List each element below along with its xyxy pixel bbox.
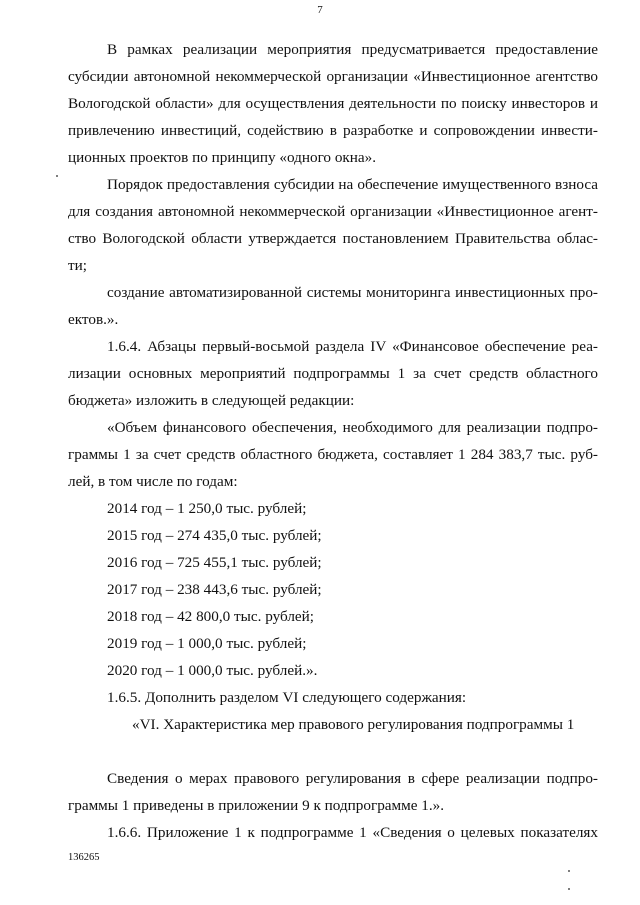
text-line: ти; (68, 257, 87, 274)
text-line: создание автоматизированной системы мониторинга инвестиционных про- (107, 284, 598, 301)
text-line: 1.6.4. Абзацы первый-восьмой раздела IV «Финансовое обеспечение реа- (107, 338, 598, 355)
scan-speck (56, 175, 58, 177)
year-budget-item: 2020 год – 1 000,0 тыс. рублей.». (107, 662, 318, 679)
text-line: граммы 1 за счет средств областного бюджета, составляет 1 284 383,7 тыс. руб- (68, 446, 598, 463)
scan-speck (568, 888, 570, 890)
text-line: ектов.». (68, 311, 119, 328)
year-budget-item: 2014 год – 1 250,0 тыс. рублей; (107, 500, 307, 517)
text-line: граммы 1 приведены в приложении 9 к подпрограмме 1.». (68, 797, 445, 814)
text-line: ство Вологодской области утверждается постановлением Правительства облас- (68, 230, 598, 247)
text-line: Сведения о мерах правового регулирования в сфере реализации подпро- (107, 770, 598, 787)
text-line: ционных проектов по принципу «одного окна». (68, 149, 377, 166)
text-line: субсидии автономной некоммерческой организации «Инвестиционное агентство (68, 68, 598, 85)
year-budget-item: 2019 год – 1 000,0 тыс. рублей; (107, 635, 307, 652)
text-line: Порядок предоставления субсидии на обеспечение имущественного взноса (107, 176, 598, 193)
year-budget-item: 2015 год – 274 435,0 тыс. рублей; (107, 527, 322, 544)
text-line: привлечению инвестиций, содействию в разработке и сопровождении инвести- (68, 122, 598, 139)
text-line: лей, в том числе по годам: (68, 473, 238, 490)
document-code: 136265 (68, 852, 100, 863)
section-heading: «VI. Характеристика мер правового регулирования подпрограммы 1 (132, 716, 575, 733)
text-line: 1.6.5. Дополнить разделом VI следующего содержания: (107, 689, 467, 706)
text-line: для создания автономной некоммерческой организации «Инвестиционное агент- (68, 203, 598, 220)
text-line: «Объем финансового обеспечения, необходимого для реализации подпро- (107, 419, 598, 436)
text-line: Вологодской области» для осуществления деятельности по поиску инвесторов и (68, 95, 598, 112)
text-line: В рамках реализации мероприятия предусматривается предоставление (107, 41, 598, 58)
year-budget-item: 2016 год – 725 455,1 тыс. рублей; (107, 554, 322, 571)
year-budget-item: 2018 год – 42 800,0 тыс. рублей; (107, 608, 315, 625)
text-line: лизации основных мероприятий подпрограммы 1 за счет средств областного (68, 365, 598, 382)
page-number: 7 (317, 4, 323, 16)
year-budget-item: 2017 год – 238 443,6 тыс. рублей; (107, 581, 322, 598)
text-line: 1.6.6. Приложение 1 к подпрограмме 1 «Сведения о целевых показателях (107, 824, 598, 841)
scan-speck (568, 870, 570, 872)
text-line: бюджета» изложить в следующей редакции: (68, 392, 355, 409)
